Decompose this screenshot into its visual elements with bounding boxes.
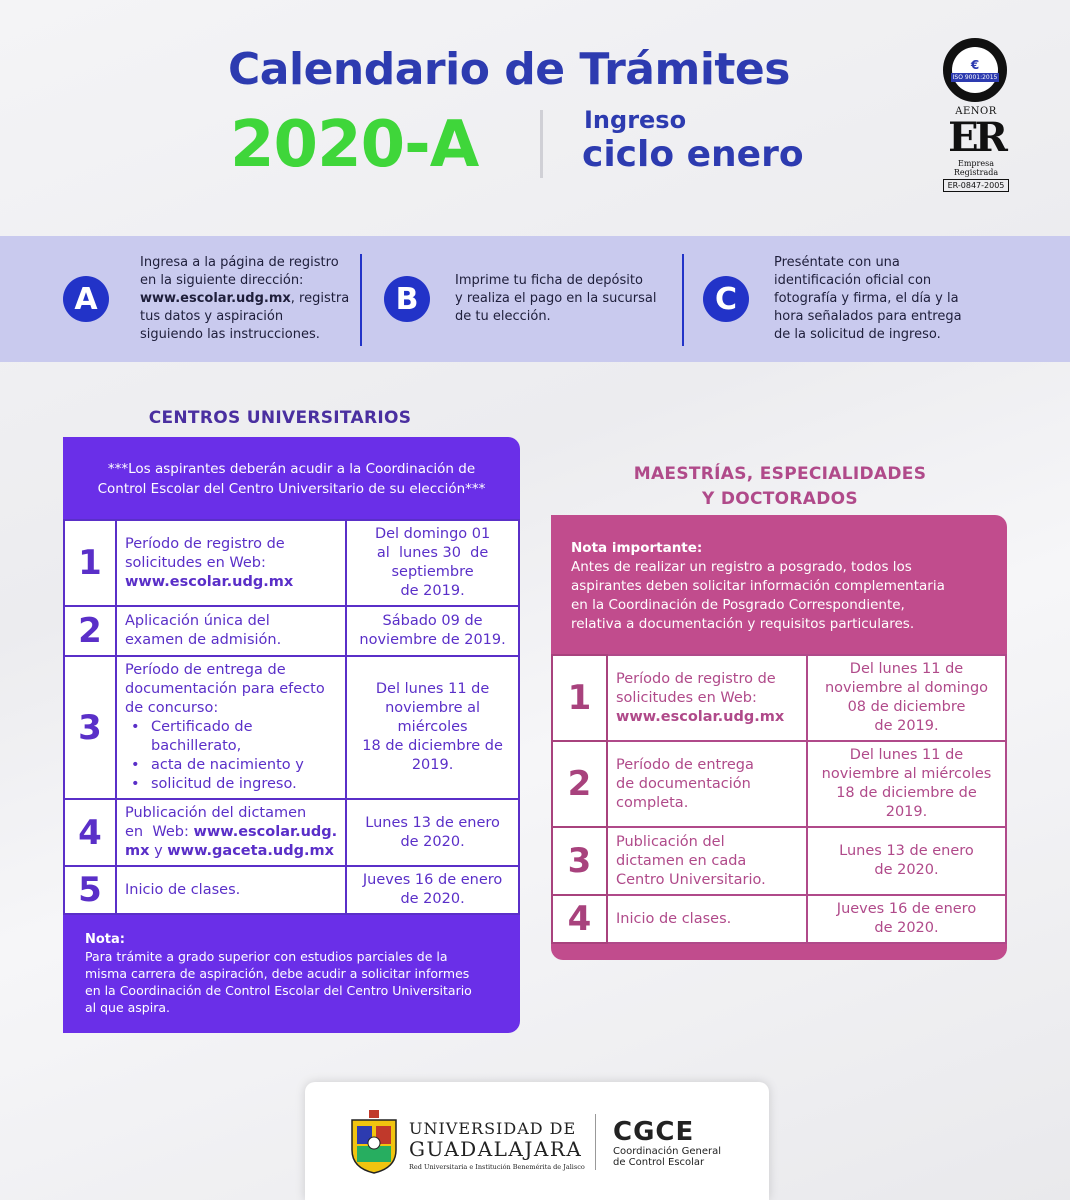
date-line: Del lunes 11 de xyxy=(849,661,964,677)
desc-line xyxy=(125,842,337,861)
footer-logos xyxy=(305,1082,769,1200)
step-c-line: hora señalados para entrega xyxy=(774,309,962,324)
row-description xyxy=(607,655,807,741)
footer-divider xyxy=(595,1114,596,1170)
list-item: • Certificado de bachillerato, xyxy=(125,718,337,756)
table-row xyxy=(552,741,1006,827)
date-line: noviembre al miércoles xyxy=(385,700,481,735)
cgce-title: CGCE xyxy=(613,1117,695,1147)
desc-line: Aplicación única del xyxy=(125,613,270,629)
desc-line: documentación para efecto xyxy=(125,681,325,697)
requirements-list xyxy=(125,718,337,794)
cgce-subtitle: de Control Escolar xyxy=(613,1157,705,1168)
step-c-text xyxy=(774,254,962,344)
desc-line: Período de entrega xyxy=(616,756,754,773)
row-date xyxy=(807,655,1006,741)
cgce-subtitle: Coordinación General xyxy=(613,1146,722,1157)
row-date xyxy=(346,866,519,914)
date-line: noviembre al domingo xyxy=(824,680,989,696)
table-row xyxy=(552,895,1006,943)
row-description xyxy=(116,799,346,866)
row-description xyxy=(116,866,346,914)
cgce-logo xyxy=(613,1118,721,1168)
desc-line: Período de registro de xyxy=(125,535,285,552)
udg-wordmark xyxy=(409,1120,585,1171)
maestrias-heading-line: MAESTRÍAS, ESPECIALIDADES xyxy=(633,464,927,484)
list-item: • acta de nacimiento y xyxy=(125,756,337,775)
step-c xyxy=(703,236,962,362)
desc-line: Publicación del dictamen xyxy=(125,805,307,821)
row-date xyxy=(346,656,519,799)
date-line: al lunes 30 de xyxy=(376,545,489,561)
aenor-label: AENOR xyxy=(955,106,997,117)
note-line: misma carrera de aspiración, debe acudir a solicitar informes xyxy=(85,966,470,981)
row-number: 5 xyxy=(64,866,116,914)
desc-url-link[interactable]: www.escolar.udg.mx xyxy=(125,573,294,590)
step-a-line: Ingresa a la página de registro xyxy=(140,255,339,270)
row-description xyxy=(116,520,346,606)
date-line: de 2019. xyxy=(874,718,939,734)
row-date xyxy=(346,520,519,606)
row-date xyxy=(346,799,519,866)
date-line: 18 de diciembre de xyxy=(362,738,503,754)
centros-intro xyxy=(63,459,520,499)
date-line: Lunes 13 de enero xyxy=(839,843,974,859)
iso-label: ISO 9001:2015 xyxy=(952,73,998,81)
row-date xyxy=(807,895,1006,943)
date-line: de 2020. xyxy=(874,862,939,878)
row-number: 2 xyxy=(64,606,116,656)
step-b-text xyxy=(455,272,656,326)
step-c-line: de la solicitud de ingreso. xyxy=(774,327,941,342)
date-line: Del lunes 11 de xyxy=(375,681,490,697)
desc-line: de concurso: xyxy=(125,700,219,716)
step-divider xyxy=(360,254,362,346)
step-a-url[interactable]: www.escolar.udg.mx xyxy=(140,291,291,306)
iqnet-seal-icon xyxy=(943,38,1007,102)
step-b-line: Imprime tu ficha de depósito xyxy=(455,273,643,288)
row-number: 3 xyxy=(64,656,116,799)
desc-line: Centro Universitario. xyxy=(616,871,766,888)
udg-tagline: Red Universitaria e Institución Benemérita de Jalisco xyxy=(409,1163,585,1171)
step-a-line xyxy=(140,290,349,308)
table-row xyxy=(552,827,1006,895)
note-line: Para trámite a grado superior con estudios parciales de la xyxy=(85,949,448,964)
desc-url-link[interactable]: www.gaceta.udg.mx xyxy=(167,843,334,859)
date-line: de 2020. xyxy=(400,833,465,850)
desc-line: Inicio de clases. xyxy=(616,910,732,927)
desc-url-link[interactable]: www.escolar.udg.mx xyxy=(616,708,785,725)
step-letter: A xyxy=(63,276,109,322)
table-row xyxy=(552,655,1006,741)
desc-line xyxy=(125,823,337,842)
centros-table xyxy=(63,519,520,915)
maestrias-table xyxy=(551,654,1007,944)
note-line: en la Coordinación de Control Escolar del Centro Universitario xyxy=(85,983,472,998)
row-number: 3 xyxy=(552,827,607,895)
maestrias-heading xyxy=(560,462,1000,512)
steps-band xyxy=(0,236,1070,362)
step-a-line: tus datos y aspiración xyxy=(140,309,284,324)
table-row xyxy=(64,866,519,914)
date-line: 18 de diciembre de 2019. xyxy=(836,785,977,820)
desc-line: Publicación del xyxy=(616,833,725,850)
step-b xyxy=(384,236,656,362)
udg-line: GUADALAJARA xyxy=(409,1137,583,1161)
maestrias-heading-line: Y DOCTORADOS xyxy=(702,489,858,509)
step-c-line: identificación oficial con xyxy=(774,273,932,288)
row-date xyxy=(807,741,1006,827)
udg-crest-icon xyxy=(347,1110,401,1174)
date-line: 08 de diciembre xyxy=(847,699,966,715)
desc-line: Período de registro de xyxy=(616,670,776,687)
date-line: 2019. xyxy=(411,757,454,773)
title-divider xyxy=(540,110,543,178)
date-line: Jueves 16 de enero xyxy=(836,901,977,917)
date-line: de 2020. xyxy=(874,920,939,936)
row-description xyxy=(607,895,807,943)
row-description xyxy=(607,827,807,895)
step-letter: B xyxy=(384,276,430,322)
desc-line: de documentación xyxy=(616,775,751,792)
note-line: en la Coordinación de Posgrado Correspondiente, xyxy=(571,597,905,613)
page-title: Calendario de Trámites xyxy=(228,44,790,95)
date-line: Sábado 09 de xyxy=(382,613,483,629)
desc-line: Período de entrega de xyxy=(125,662,286,678)
row-number: 4 xyxy=(552,895,607,943)
period-label: 2020-A xyxy=(230,108,479,182)
row-number: 4 xyxy=(64,799,116,866)
certification-badge xyxy=(943,38,1009,192)
note-title: Nota: xyxy=(85,932,125,947)
ciclo-label: ciclo enero xyxy=(582,134,804,175)
step-divider xyxy=(682,254,684,346)
row-description xyxy=(116,606,346,656)
desc-url-link[interactable]: mx xyxy=(125,843,150,859)
step-b-line: y realiza el pago en la sucursal xyxy=(455,291,657,306)
step-a-line: en la siguiente dirección: xyxy=(140,273,304,288)
desc-url-link[interactable]: www.escolar.udg. xyxy=(193,824,338,840)
date-line: noviembre al miércoles xyxy=(821,766,992,782)
note-line: relativa a documentación y requisitos particulares. xyxy=(571,616,915,632)
desc-line: examen de admisión. xyxy=(125,632,282,648)
note-title: Nota importante: xyxy=(571,540,703,556)
table-row xyxy=(64,606,519,656)
date-line: noviembre de 2019. xyxy=(359,632,506,648)
step-a-text xyxy=(140,254,349,344)
desc-line: Inicio de clases. xyxy=(125,881,241,898)
step-a-after-url: , registra xyxy=(290,291,350,306)
row-number: 1 xyxy=(64,520,116,606)
step-a-line: siguiendo las instrucciones. xyxy=(140,327,320,342)
date-line: Del domingo 01 xyxy=(374,526,491,542)
udg-line: UNIVERSIDAD DE xyxy=(409,1119,577,1138)
step-letter: C xyxy=(703,276,749,322)
table-row xyxy=(64,656,519,799)
note-line: Antes de realizar un registro a posgrado, todos los xyxy=(571,559,912,575)
seal-emblem-icon: € xyxy=(970,57,980,72)
note-line: al que aspira. xyxy=(85,1000,170,1015)
desc-text: en Web: xyxy=(125,824,194,840)
table-row xyxy=(64,520,519,606)
centros-note xyxy=(85,931,505,1016)
centros-intro-line: Control Escolar del Centro Universitario de su elección*** xyxy=(97,481,486,497)
note-line: aspirantes deben solicitar información complementaria xyxy=(571,578,945,594)
date-line: de 2020. xyxy=(400,891,465,907)
row-date xyxy=(346,606,519,656)
desc-line: completa. xyxy=(616,794,689,811)
row-description xyxy=(116,656,346,799)
er-logo: ER xyxy=(948,114,1004,161)
maestrias-note xyxy=(571,539,991,634)
maestrias-card xyxy=(551,515,1007,960)
date-line: Del lunes 11 de xyxy=(849,747,964,763)
date-line: septiembre xyxy=(391,564,474,580)
step-c-line: Preséntate con una xyxy=(774,255,900,270)
cert-code: ER-0847-2005 xyxy=(943,179,1009,192)
row-description xyxy=(607,741,807,827)
date-line: de 2019. xyxy=(400,583,465,599)
desc-text: y xyxy=(149,843,168,859)
centros-heading: CENTROS UNIVERSITARIOS xyxy=(148,408,412,428)
table-row xyxy=(64,799,519,866)
date-line: Jueves 16 de enero xyxy=(362,872,503,888)
step-c-line: fotografía y firma, el día y la xyxy=(774,291,959,306)
date-line: Lunes 13 de enero xyxy=(365,814,500,831)
ingreso-label: Ingreso xyxy=(584,106,687,134)
desc-line: solicitudes en Web: xyxy=(125,554,266,571)
list-item: • solicitud de ingreso. xyxy=(125,775,337,794)
centros-card xyxy=(63,437,520,1033)
row-number: 2 xyxy=(552,741,607,827)
desc-line: dictamen en cada xyxy=(616,852,747,869)
centros-intro-line: ***Los aspirantes deberán acudir a la Coordinación de xyxy=(107,461,476,477)
row-date xyxy=(807,827,1006,895)
row-number: 1 xyxy=(552,655,607,741)
desc-line: solicitudes en Web: xyxy=(616,689,757,706)
step-b-line: de tu elección. xyxy=(455,309,551,324)
empresa-label-2: Registrada xyxy=(953,168,999,177)
empresa-label-1: Empresa xyxy=(958,159,994,168)
step-a xyxy=(63,236,349,362)
